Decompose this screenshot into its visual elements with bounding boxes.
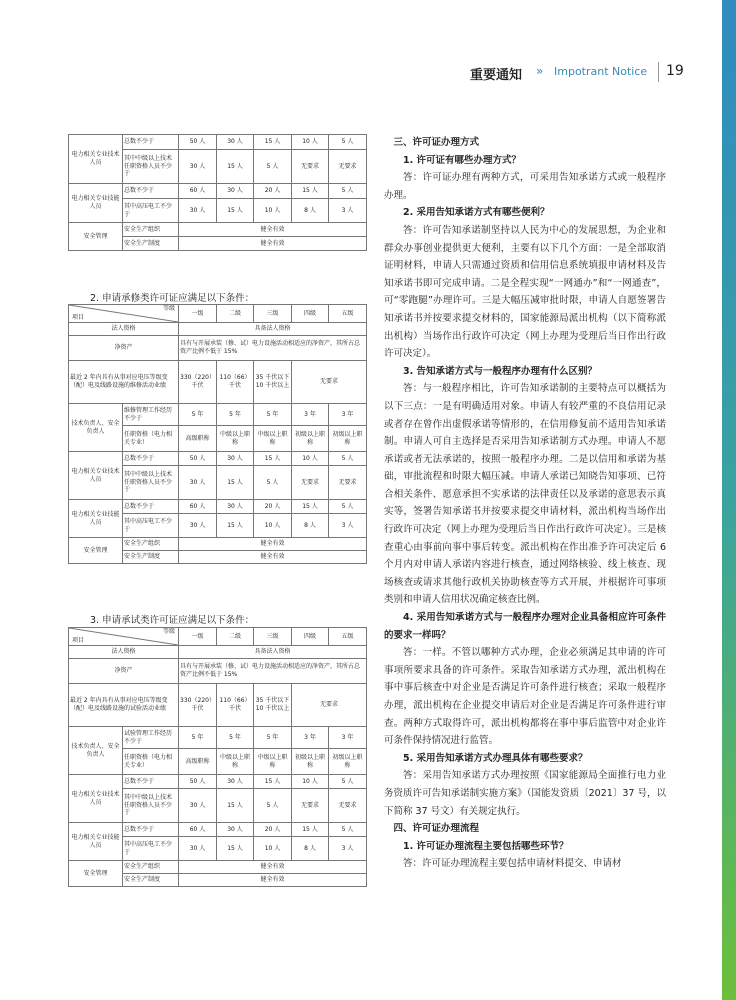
answer-paragraph: 答：采用告知承诺方式办理按照《国家能源局全面推行电力业务资质许可告知承诺制实施方案》（国能发资质〔2021〕37 号，以下简称 37 号文）有关规定执行。 [384,770,666,817]
cell: 15 人 [292,184,329,199]
row-label: 电力相关专业技能人员 [69,823,123,861]
row-label: 净资产 [69,336,179,361]
grade-col: 二级 [217,305,254,323]
answer-paragraph: 答：许可告知承诺制坚持以人民为中心的发展思想，为企业和群众办事创业提供更大便利，主要有以下几个方面：一是全部取消证明材料，申请人只需通过资质和信用信息系统填报申请材料及告知承诺书即可完成申请。二是全程实现“一网通办”和“一网通查”，可“零跑腿”办理许可。三是大幅压减审批时限，申请人自愿签署告知承诺书并按要求提交材料的，国家能源局派出机构（以下简称派出机构）当场作出行政许可决定（网上办理为受理后当日作出行政许可决定）。 [384,224,666,360]
header-divider [658,62,659,82]
item-header: 项目 [72,314,85,322]
table-header-row [69,628,367,646]
cell: 60 人 [179,823,217,837]
cell: 高级职称 [179,749,217,775]
cell: 8 人 [292,837,329,861]
header-subtitle: Impotrant Notice [554,65,648,78]
cell: 中级以上职称 [254,749,292,775]
cell: 30 人 [217,775,254,789]
grade-col: 五级 [329,305,367,323]
row-label: 技术负责人、安全负责人 [69,404,123,452]
cell: 35 千伏以下 10 千伏以上 [254,361,292,404]
row-label: 最近 2 年内具有从事对应电压等级变（配）电及线路设施的维修活动业绩 [69,361,179,404]
cell: 30 人 [179,199,217,223]
cell: 60 人 [179,500,217,514]
row-sublabel: 其中高压电工不少于 [123,514,179,538]
row-sublabel: 总数不少于 [123,500,179,514]
cell: 无要求 [292,789,329,823]
page-header [470,62,710,84]
table2-caption: 2. 申请承修类许可证应满足以下条件： [90,293,255,304]
table-row [69,659,367,684]
row-label: 安全管理 [69,861,123,887]
table-row [69,323,367,336]
table-row [69,538,367,551]
cell: 15 人 [217,466,254,500]
cell: 中级以上职称 [254,426,292,452]
question-heading: 2. 采用告知承诺方式有哪些便利？ [403,207,550,219]
cell: 初级以上职称 [329,426,367,452]
cell: 3 人 [329,837,367,861]
row-sublabel: 其中高压电工不少于 [123,199,179,223]
cell: 10 人 [292,775,329,789]
cell: 5 年 [217,727,254,749]
row-sublabel: 安全生产组织 [123,223,179,237]
cell: 3 人 [329,514,367,538]
grade-col: 五级 [329,628,367,646]
cell: 5 年 [254,404,292,426]
cell: 无要求 [329,789,367,823]
cell: 330（220）千伏 [179,361,217,404]
cell: 15 人 [217,514,254,538]
table-row [69,184,367,199]
row-sublabel: 任职资格（电力相关专业） [123,426,179,452]
row-label: 安全管理 [69,538,123,564]
answer-paragraph: 答：许可证办理流程主要包括申请材料提交、申请材 [403,858,622,870]
answer-paragraph: 答：一样。不管以哪种方式办理，企业必须满足其申请的许可事项所要求具备的许可条件。采取告知承诺方式办理，派出机构在事中事后核查中对企业是否满足许可条件进行核查；采取一般程序办理，派出机构在企业提交申请后对企业是否满足许可条件进行审查。两种方式取得许可，派出机构都将在事中事后监管中对企业许可条件保持情况进行监管。 [384,647,666,747]
row-label: 法人资格 [69,323,179,336]
answer-paragraph: 答：许可证办理有两种方式，可采用告知承诺方式或一般程序办理。 [384,172,666,201]
question-heading: 1. 许可证有哪些办理方式？ [403,154,522,166]
cell: 30 人 [217,452,254,466]
grade-col: 四级 [292,628,329,646]
table-row [69,861,367,874]
cell: 20 人 [254,500,292,514]
cell: 30 人 [217,184,254,199]
cell: 30 人 [179,837,217,861]
cell: 健全有效 [179,861,367,874]
cell: 无要求 [329,150,367,184]
table-row [69,223,367,237]
cell: 20 人 [254,823,292,837]
row-sublabel: 总数不少于 [123,184,179,199]
answer-paragraph: 答：与一般程序相比，许可告知承诺制的主要特点可以概括为以下三点：一是有明确适用对象。申请人有较严重的不良信用记录或者存在曾作出虚假承诺等情形的，在信用修复前不适用告知承诺制。申请人可自主选择是否采用告知承诺制方式办理。申请人不愿承诺或者无法承诺的，按照一般程序办理。二是以信用和承诺为基础，审批流程和时限大幅压减。申请人承诺已知晓告知事项、已符合相关条件、愿意承担不实承诺的法律责任以及承诺的意思表示真实等，签署告知承诺书并按要求提交申请材料，派出机构当场作出行政许可决定（网上办理为受理后当日作出行政许可决定）。三是核查重心由事前向事中事后转变。派出机构在作出准予许可决定后 6 个月内对申请人承诺内容进行核查，通过网络核验、线上核查、现场核查或请求其他行政机关协助核查等方式开展，并根据许可事项类别和申请人信用状况确定核查比例。 [384,383,666,606]
row-label: 电力相关专业技术人员 [69,135,123,184]
cell: 35 千伏以下 10 千伏以上 [254,684,292,727]
cell: 15 人 [217,199,254,223]
row-sublabel: 其中中级以上技术任职资格人员不少于 [123,150,179,184]
cell: 30 人 [179,514,217,538]
table-header-row [69,305,367,323]
cell: 具备法人资格 [179,323,367,336]
section-heading: 四、许可证办理流程 [393,823,480,835]
cell: 具有与开展承装（修、试）电力设施活动相适应的净资产，其所占总资产比例不低于 15% [179,336,367,361]
cell: 5 人 [329,500,367,514]
table3-caption: 3. 申请承试类许可证应满足以下条件： [90,615,255,626]
cell: 5 年 [179,404,217,426]
table-continuation [68,134,367,251]
cell: 50 人 [179,775,217,789]
table-row [69,336,367,361]
row-sublabel: 安全生产组织 [123,538,179,551]
row-sublabel: 任职资格（电力相关专业） [123,749,179,775]
cell: 无要求 [292,466,329,500]
row-label: 最近 2 年内具有从事对应电压等级变（配）电及线路设施的试验活动业绩 [69,684,179,727]
table-row [69,684,367,727]
cell: 10 人 [254,199,292,223]
cell: 无要求 [292,684,367,727]
table-row [69,452,367,466]
cell: 5 年 [217,404,254,426]
row-label: 电力相关专业技术人员 [69,775,123,823]
row-sublabel: 其中高压电工不少于 [123,837,179,861]
cell: 5 人 [329,135,367,150]
cell: 110（66）千伏 [217,684,254,727]
cell: 10 人 [254,837,292,861]
cell: 健全有效 [179,551,367,564]
grade-col: 三级 [254,305,292,323]
cell: 30 人 [217,823,254,837]
row-label: 技术负责人、安全负责人 [69,727,123,775]
row-sublabel: 总数不少于 [123,775,179,789]
table-test-license [68,627,367,887]
row-sublabel: 安全生产组织 [123,861,179,874]
table-row [69,135,367,150]
row-sublabel: 试验管理工作经历不少于 [123,727,179,749]
row-sublabel: 其中中级以上技术任职资格人员不少于 [123,466,179,500]
cell: 5 人 [254,150,292,184]
cell: 无要求 [292,150,329,184]
row-label: 法人资格 [69,646,179,659]
row-label: 电力相关专业技术人员 [69,452,123,500]
grade-header: 等级 [162,628,175,635]
cell: 50 人 [179,452,217,466]
right-column-text [384,134,666,873]
cell: 3 年 [329,727,367,749]
cell: 3 年 [292,404,329,426]
diagonal-header-cell [69,628,179,646]
row-sublabel: 安全生产制度 [123,551,179,564]
table-row [69,646,367,659]
cell: 330（220）千伏 [179,684,217,727]
row-label: 电力相关专业技能人员 [69,500,123,538]
cell: 具有与开展承装（修、试）电力设施活动相适应的净资产，其所占总资产比例不低于 15% [179,659,367,684]
cell: 5 人 [329,452,367,466]
item-header: 项目 [72,637,85,645]
header-title: 重要通知 [470,68,523,83]
row-sublabel: 安全生产制度 [123,237,179,251]
grade-col: 一级 [179,628,217,646]
cell: 具备法人资格 [179,646,367,659]
question-heading: 4. 采用告知承诺方式与一般程序办理对企业具备相应许可条件的要求一样吗？ [384,612,666,641]
grade-col: 三级 [254,628,292,646]
row-sublabel: 维修管理工作经历不少于 [123,404,179,426]
cell: 15 人 [254,775,292,789]
double-chevron-icon: » [536,64,544,78]
cell: 高级职称 [179,426,217,452]
grade-col: 二级 [217,628,254,646]
cell: 10 人 [292,135,329,150]
cell: 60 人 [179,184,217,199]
question-heading: 1. 许可证办理流程主要包括哪些环节？ [403,840,569,852]
row-label: 净资产 [69,659,179,684]
grade-col: 四级 [292,305,329,323]
row-sublabel: 总数不少于 [123,135,179,150]
diagonal-header-cell [69,305,179,323]
cell: 30 人 [217,135,254,150]
cell: 15 人 [254,452,292,466]
cell: 5 人 [329,775,367,789]
cell: 初级以上职称 [292,426,329,452]
cell: 初级以上职称 [292,749,329,775]
cell: 5 年 [179,727,217,749]
cell: 中级以上职称 [217,749,254,775]
row-sublabel: 总数不少于 [123,823,179,837]
cell: 8 人 [292,514,329,538]
cell: 20 人 [254,184,292,199]
table-row [69,727,367,749]
table-row [69,404,367,426]
cell: 15 人 [217,150,254,184]
cell: 健全有效 [179,223,367,237]
grade-header: 等级 [162,305,175,312]
cell: 10 人 [254,514,292,538]
cell: 30 人 [179,466,217,500]
question-heading: 5. 采用告知承诺方式办理具体有哪些要求？ [403,752,588,764]
cell: 无要求 [292,361,367,404]
cell: 50 人 [179,135,217,150]
cell: 15 人 [292,500,329,514]
cell: 无要求 [329,466,367,500]
question-heading: 3. 告知承诺方式与一般程序办理有什么区别？ [403,365,598,377]
cell: 30 人 [179,789,217,823]
cell: 15 人 [217,789,254,823]
cell: 15 人 [217,837,254,861]
cell: 5 人 [329,823,367,837]
cell: 5 人 [254,789,292,823]
cell: 3 年 [292,727,329,749]
cell: 15 人 [292,823,329,837]
cell: 15 人 [254,135,292,150]
row-sublabel: 总数不少于 [123,452,179,466]
table-row [69,823,367,837]
cell: 3 年 [329,404,367,426]
cell: 中级以上职称 [217,426,254,452]
table-row [69,775,367,789]
table-row [69,500,367,514]
cell: 健全有效 [179,237,367,251]
cell: 30 人 [217,500,254,514]
cell: 健全有效 [179,874,367,887]
grade-col: 一级 [179,305,217,323]
cell: 健全有效 [179,538,367,551]
cell: 初级以上职称 [329,749,367,775]
section-heading: 三、许可证办理方式 [393,137,480,148]
cell: 3 人 [329,199,367,223]
cell: 10 人 [292,452,329,466]
page-number: 19 [666,63,684,79]
table-row [69,361,367,404]
cell: 110（66）千伏 [217,361,254,404]
cell: 5 人 [254,466,292,500]
row-sublabel: 其中中级以上技术任职资格人员不少于 [123,789,179,823]
decorative-side-bar [722,0,736,1000]
cell: 5 年 [254,727,292,749]
row-label: 安全管理 [69,223,123,251]
row-label: 电力相关专业技能人员 [69,184,123,223]
table-repair-license [68,304,367,564]
cell: 30 人 [179,150,217,184]
cell: 5 人 [329,184,367,199]
row-sublabel: 安全生产制度 [123,874,179,887]
cell: 8 人 [292,199,329,223]
